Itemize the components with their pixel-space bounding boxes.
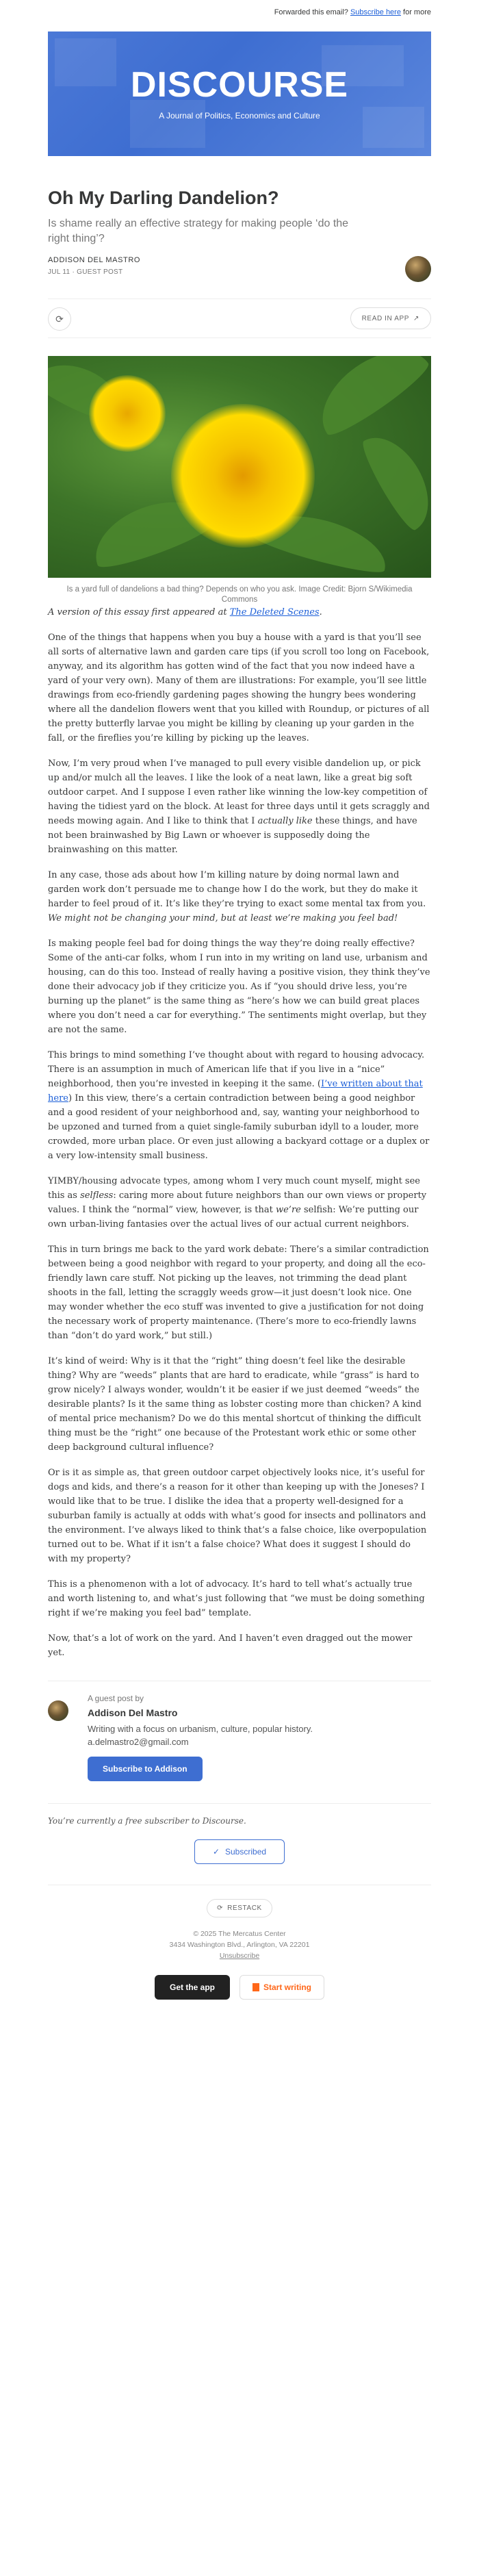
dandelion-flower — [89, 375, 166, 452]
get-the-app-button[interactable]: Get the app — [155, 1975, 230, 2000]
paragraph: This in turn brings me back to the yard work debate: There’s a similar contradiction between being a good neighbor with regard to your property, and doing all the eco-friendly lawn care stuff. Not picking up the leaves, not trimming the dead plant shoots in the fall, letting the scraggly weeds grow—it just doesn’t look nice. One may wonder whether the eco stuff was invented to give a justification for not doing the necessary work of property maintenance. (There’s more to eco-friendly lawns than “don’t do yard work,” but still.) — [48, 1245, 429, 1341]
written-about-link[interactable]: I’ve written about that here — [48, 1079, 423, 1104]
guest-avatar[interactable] — [48, 1700, 68, 1721]
subscription-status: You’re currently a free subscriber to Discourse. — [48, 1816, 246, 1826]
divider — [48, 1803, 431, 1804]
deleted-scenes-link[interactable]: The Deleted Scenes — [229, 607, 320, 617]
forwarded-line — [48, 0, 431, 22]
external-link-icon: ↗ — [413, 314, 419, 322]
subscribe-to-author-button[interactable]: Subscribe to Addison — [88, 1757, 203, 1781]
start-writing-button[interactable] — [240, 1975, 324, 2000]
paragraph: Is making people feel bad for doing things the way they’re doing really effective? Some of the anti-car folks, whom I run into in my writing on land use, urbanism and housing, can do this too. Instead of really having a positive vision, they think they’ve done their advocacy job if they criticize you. As if “you should drive less, you’re burning up the planet” is the same thing as “here’s how we can build great places where you don’t need a car for everything.” The sentiments might overlap, but they are not the same. — [48, 939, 430, 1035]
guest-author-card — [48, 1694, 431, 1796]
banner-title: DISCOURSE — [130, 65, 349, 105]
paragraph: This is a phenomenon with a lot of advocacy. It’s hard to tell what’s actually true and worth listening to, and what’s just following that “we must be doing something right if we’re making you feel bad” template. — [48, 1579, 425, 1618]
substack-logo-icon — [253, 1983, 259, 1991]
read-in-app-button[interactable] — [350, 307, 431, 329]
restack-icon: ⟳ — [217, 1904, 224, 1912]
paragraph: Now, that’s a lot of work on the yard. And I haven’t even dragged out the mower yet. — [48, 1633, 413, 1658]
hero-image[interactable] — [48, 356, 431, 578]
image-caption: Is a yard full of dandelions a bad thing? Depends on who you ask. Image Credit: Bjorn S/Wikimedia Commons — [66, 585, 413, 604]
author-name[interactable]: ADDISON DEL MASTRO — [48, 256, 141, 264]
subscribed-label: Subscribed — [225, 1847, 267, 1857]
article-body — [48, 605, 431, 1660]
paragraph: In any case, those ads about how I’m killing nature by doing normal lawn and garden work don’t persuade me to change how I do the work, but they do make it harder to feel proud of it. It’s like they’re trying to exact some mental tax from you. We might not be changing your mind, but at least we’re making you feel bad! — [48, 870, 426, 923]
paragraph: Now, I’m very proud when I’ve managed to pull every visible dandelion up, or pick up and/or mulch all the leaves. I like the look of a neat lawn, like a great big soft outdoor carpet. And I suppose I even rather like winning the low-key competition of having the tidiest yard on the block. At least for three days until it gets scraggly and needs mowing again. And I like to think that I actually like these things, and have not been brainwashed by Big Lawn or whoever is supposedly doing the brainwashing on this matter. — [48, 758, 430, 855]
post-meta: JUL 11 · GUEST POST — [48, 268, 123, 276]
check-icon: ✓ — [212, 1847, 220, 1857]
read-in-app-label: READ IN APP — [361, 314, 410, 322]
post-subtitle: Is shame really an effective strategy for making people ‘do the right thing’? — [48, 218, 349, 244]
paragraph: Or is it as simple as, that green outdoor carpet objectively looks nice, it’s useful for dogs and kids, and there’s a reason for it other than keeping up with the Joneses? I would like that to be true. I dislike the idea that a property well-designed for a suburban family is actually at odds with what’s good for insects and pollinators and the environment. I’ve always liked to think that’s a false choice, like overpopulation turned out to be. What if it isn’t a false choice? What does it suggest I should do with my property? — [48, 1468, 427, 1564]
forwarded-text: Forwarded this email? — [274, 8, 348, 16]
paragraph: It’s kind of weird: Why is it that the “right” thing doesn’t feel like the desirable thing? Why are “weeds” plants that are hard to eradicate, while “grass” is hard to grow nicely? I always wonder, wouldn’t it be easier if we just deemed “weeds” the desirable plants? Is it the same thing as lobster costing more than chicken? A kind of mental price mechanism? Do we do this mental shortcut of thinking the difficult thing must be the “right” one because of the Protestant work ethic or some other deep background cultural influence? — [48, 1356, 422, 1453]
email-container — [48, 0, 431, 2000]
banner-tagline: A Journal of Politics, Economics and Culture — [159, 111, 320, 120]
byline — [48, 256, 431, 288]
subscribe-here-link[interactable]: Subscribe here — [350, 8, 401, 16]
dandelion-flower — [171, 404, 315, 548]
paragraph: YIMBY/housing advocate types, among whom I very much count myself, might see this as selfless: caring more about future neighbors than our own views or property values. I think the “normal” view, however, is that we’re selfish: We’re putting our own urban-living fantasies over the actual lives of our actual current neighbors. — [48, 1176, 427, 1229]
lede-paragraph: A version of this essay first appeared at The Deleted Scenes. — [48, 607, 322, 617]
paragraph: One of the things that happens when you buy a house with a yard is that you’ll see all sorts of alternative lawn and garden care tips (if you scroll too long on Facebook, anyway, and its algorithm has gotten wind of the fact that you now indeed have a yard of your very own). Many of them are illustrations: For example, you’ll see little drawings from eco-friendly gardening pages showing the hungry bees wondering where all the dandelion flowers went that you killed with Roundup, or pictures of all the pretty butterfly larvae you might be killing by cleaning up your garden in the fall, or the fireflies you’re killing by picking up the leaves. — [48, 633, 430, 743]
unsubscribe-link[interactable]: Unsubscribe — [219, 1952, 260, 1960]
guest-name[interactable]: Addison Del Mastro — [88, 1707, 178, 1718]
for-more-text: for more — [403, 8, 431, 16]
start-writing-label: Start writing — [263, 1982, 312, 1992]
footer — [48, 1885, 431, 2000]
restack-button[interactable] — [48, 307, 71, 331]
subscribed-button[interactable] — [194, 1839, 285, 1864]
restack-icon: ⟳ — [55, 313, 64, 324]
paragraph: This brings to mind something I’ve thought about with regard to housing advocacy. There is an assumption in much of American life that if you live in a “nice” neighborhood, then you’re invested in keeping it the same. (I’ve written about that here) In this view, there’s a certain contradiction between being a good neighbor and a good resident of your neighborhood and, say, wanting your neighborhood to be upzoned and turned from a quiet single-family suburban idyll to a louder, more crowded, more urban place. Or even just allowing a backyard cottage or a duplex or a very low-intensity small business. — [48, 1050, 430, 1161]
restack-footer-button[interactable] — [207, 1899, 272, 1917]
restack-label: RESTACK — [227, 1904, 262, 1912]
guest-bio: Writing with a focus on urbanism, culture, popular history. a.delmastro2@gmail.com — [88, 1724, 313, 1747]
post-actions-bar — [48, 298, 431, 338]
copyright: © 2025 The Mercatus Center — [193, 1930, 286, 1938]
address: 3434 Washington Blvd., Arlington, VA 22201 — [169, 1941, 310, 1949]
guest-label: A guest post by — [88, 1694, 144, 1703]
avatar[interactable] — [405, 256, 431, 282]
post-title[interactable]: Oh My Darling Dandelion? — [48, 188, 279, 208]
publication-banner[interactable] — [48, 31, 431, 156]
